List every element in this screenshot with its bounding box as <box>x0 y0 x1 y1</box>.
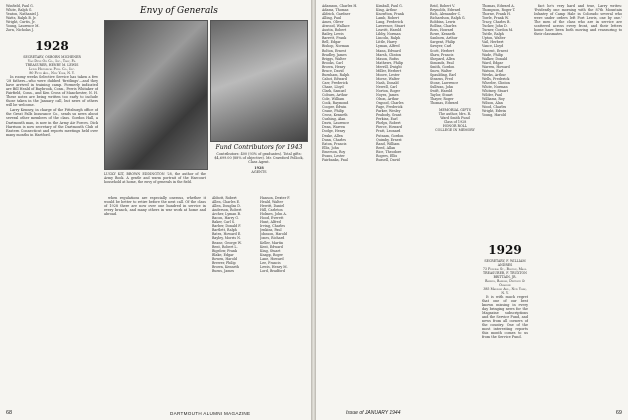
name-line: Holmes, John A. <box>260 212 287 217</box>
name-line: Beane, George W. <box>212 240 242 245</box>
name-line: Hunt, Alfred <box>260 220 281 225</box>
name-line: Quimby, Ernest <box>376 137 402 142</box>
name-line: Yeaton, Nathaniel J. <box>6 12 39 17</box>
name-line: Rand, William <box>376 141 400 146</box>
name-line: Williams, Roy <box>482 97 505 102</box>
name-line: Carr, Frederick <box>322 80 348 85</box>
name-line: Kent, Edward <box>260 244 283 249</box>
name-line: Swift, Harold <box>430 88 453 93</box>
name-line: Taylor, Stuart <box>430 93 453 98</box>
name-line: Vail, Herbert <box>482 40 504 45</box>
name-line: Ellis, John <box>322 145 339 150</box>
memorial-line: HONOR ROLL <box>442 124 468 129</box>
class-notes-1929 <box>482 240 528 396</box>
name-line: Hanson, Dexter F. <box>260 196 291 200</box>
body-paragraph: It is with much regret that one of our best known missing in every day bringing news for the Magazine subscriptions and the Service Fund, and news from all corners of the country. One of the most interesting reports this month comes to us from the Service Fund. <box>482 295 528 340</box>
name-line: Newell, Carl <box>376 84 397 89</box>
name-line: Chase, Lloyd <box>322 84 344 89</box>
name-line: Weeks, Arthur <box>482 72 506 77</box>
name-line: Dean, Warren <box>322 125 346 130</box>
name-line: Atwood, Wallace <box>322 24 350 29</box>
name-line: Drake, Allen <box>322 133 343 138</box>
secretary-line: TREASURER, HENRY M. LEWIS <box>25 63 79 67</box>
name-line: Marsh, Clinton <box>376 52 402 57</box>
name-line: Mason, Rufus <box>376 56 399 61</box>
name-line: Barrett, Frank <box>322 36 347 41</box>
name-line: Jones, Richard <box>260 236 285 241</box>
photo-caption: LUCKY KIT, BROWN EDDINGTON '28, the author of the Army Book. A gentle and warm portrait of the Harcourt household at home, the envy of generals in the field. <box>104 172 206 184</box>
name-line: Stone, Lawrence <box>430 80 459 85</box>
name-line: Bayley, Morris N. <box>212 236 241 241</box>
name-line: Brown, Kenneth <box>212 264 239 269</box>
name-line: Bent, Robert L. <box>212 244 238 249</box>
name-line: Shaw, Francis <box>430 52 454 57</box>
name-line: Pratt, Leonard <box>376 129 401 134</box>
name-line: Watts, Ralph B. Jr. <box>6 16 37 21</box>
name-line: Parker, Wesley <box>376 109 401 114</box>
donor-names-b <box>376 4 428 162</box>
body-column <box>104 196 206 394</box>
name-line: Aldrich, Gardner <box>322 12 351 17</box>
name-line: Vance, Lloyd <box>482 44 504 49</box>
name-line: Tuttle, Ralph <box>482 32 504 37</box>
name-line: Little, Harry <box>376 40 397 45</box>
name-line: Wright, Curtis, Jr. <box>6 20 36 25</box>
name-line: Lewis, Henry M. <box>260 264 288 269</box>
name-line: Hewitt, Daniel <box>260 204 285 209</box>
name-line: Watson, Earl <box>482 68 504 73</box>
name-line: Ward, Edgar <box>482 60 504 65</box>
name-line: Leavitt, Harold <box>376 28 402 33</box>
name-line: Sanborn, Arthur <box>430 36 458 41</box>
name-line: Wells, Frederick <box>482 76 510 81</box>
name-line: Mathews, Philip <box>376 60 403 65</box>
page-number: 68 <box>6 410 13 416</box>
body-paragraph: fact he's very hard and true, Larry writes: 'Evidently one morning with the 87th Mountain Infantry of Camp Hale in Colorado several who were under orders left Fort Lewis, one by one.' The men of the class who are in service are scattered across every front, and their letters home have been both moving and reassuring to their classmates. <box>534 4 622 37</box>
name-line: Phelps, Robert <box>376 121 401 126</box>
name-line: Peabody, Grant <box>376 113 402 118</box>
name-line: Bruce, David <box>322 68 344 73</box>
name-line: Irving, Charles <box>260 224 286 229</box>
name-line: Thomas, Edward A. <box>482 4 515 8</box>
name-line: Anderson, Robert <box>212 208 242 213</box>
name-line: Spaulding, Earl <box>430 72 457 77</box>
name-line: Knapp, Roger <box>260 252 283 257</box>
name-line: Baker, Carl S. <box>212 220 236 225</box>
name-line: Shepard, Allen <box>430 56 455 61</box>
name-line: Morse, Walter <box>376 76 400 81</box>
names-column <box>6 4 44 32</box>
name-line: Wood, Charles <box>482 105 507 110</box>
name-line: Scott, Herbert <box>430 48 455 53</box>
name-line: Wheeler, Clinton <box>482 80 510 85</box>
name-line: Bradley, James <box>322 52 347 57</box>
name-line: Bowen, Harold <box>212 256 237 261</box>
name-line: Richardson, Ralph G. <box>430 16 466 21</box>
name-line: Dodge, Henry <box>322 129 346 134</box>
name-line: Lamb, Robert <box>376 16 399 21</box>
feature-photo <box>210 20 308 142</box>
secretary-line: Barnes, Barron, Dietrich & Osborne <box>485 279 525 287</box>
fund-title: Fund Contributors for 1943 <box>215 144 303 151</box>
name-line: Moore, Lester <box>376 72 400 77</box>
name-line: Warren, Howard <box>482 64 510 69</box>
name-line: Bell, Edgar <box>322 40 341 45</box>
name-line: White, Norman <box>482 84 508 89</box>
name-line: Burnham, Ralph <box>322 72 350 77</box>
name-line: Allen, Charles E. <box>212 200 241 205</box>
name-line: Snow, Walter <box>430 68 452 73</box>
name-line: Merrill, Dwight <box>376 64 402 69</box>
name-line: Davis, Laurence <box>322 121 350 126</box>
name-line: Wright, Edwin <box>482 109 507 114</box>
name-line: Evans, Lester <box>322 153 345 158</box>
name-line: Emerson, Roy <box>322 149 346 154</box>
name-line: Dunn, Charles <box>322 137 346 142</box>
name-line: Jenkins, Paul <box>260 228 282 233</box>
name-line: Perkins, Earl <box>376 117 398 122</box>
name-line: Coburn, Arthur <box>322 93 348 98</box>
name-line: Alling, Paul <box>322 16 342 21</box>
name-line: Hood, Everett <box>260 216 284 221</box>
left-page <box>0 0 311 420</box>
name-line: Robbins, Lewis <box>430 20 456 25</box>
name-line: Burns, James <box>212 268 235 273</box>
name-line: Winfield, Paul G. <box>6 4 34 8</box>
secretary-line: 385 Madison Ave., New York, N. Y. <box>483 287 527 295</box>
running-footer: DARTMOUTH ALUMNI MAGAZINE <box>170 411 251 416</box>
name-line: Noyes, James <box>376 93 399 98</box>
name-line: Clark, Samuel <box>322 88 346 93</box>
name-line: Upton, Walter <box>482 36 506 41</box>
name-line: Pierce, Howard <box>376 125 403 130</box>
secretary-line: 73 Federal St., Boston, Mass. <box>482 267 528 271</box>
name-line: Lang, Frederick <box>376 20 403 25</box>
name-line: Thorne, Frank H. <box>482 12 511 17</box>
name-line: Young, Harold <box>482 113 506 118</box>
name-line: Barber, Donald F. <box>212 224 242 229</box>
secretary-line: SECRETARY, OSBORN MICHENER <box>23 55 81 59</box>
name-line: Rice, Theodore <box>376 149 402 154</box>
name-line: Cabot, Edward <box>322 76 347 81</box>
name-line: Wade, Philip <box>482 52 503 57</box>
name-line: Sargent, Philip <box>430 40 456 45</box>
name-line: Tucker, John D. <box>482 24 508 29</box>
name-line: Cross, Kenneth <box>322 113 348 118</box>
name-line: Bigelow, Frank <box>212 248 238 253</box>
body-paragraph: when regulations are especially onerous, whether it would be better to retire before the next call. Of the class of 1928 there are now over one hundred in service in every branch, and many others in war work at home and abroad. <box>104 196 206 217</box>
name-line: Heald, Walter <box>260 200 284 205</box>
name-line: Lawrence, Stuart <box>376 24 406 29</box>
names-head: 1928 <box>254 166 264 171</box>
name-line: Kimball, Paul G. <box>376 4 403 8</box>
name-line: Russell, David <box>376 157 400 162</box>
name-line: Ross, Howard <box>430 28 454 33</box>
secretary-line: Lewis Historical Publ. Co., Inc. <box>29 67 75 71</box>
name-line: Lee, Francis <box>260 260 281 265</box>
name-line: Cushing, Alan <box>322 117 346 122</box>
name-line: Cole, William <box>322 97 345 102</box>
name-line: Simonds, Paul <box>430 60 454 65</box>
name-line: Stearns, Fred <box>430 76 453 81</box>
name-line: Bartlett, Ralph <box>212 228 237 233</box>
feature-photo <box>104 20 208 170</box>
name-line: Archer, Lyman B. <box>212 212 241 217</box>
body-paragraph: In roomy weeks Selective Service has taken a few '28 fathers—who were dubbed 'firstlings'—and they have arrived in training camp. Formerly indicated are Bill Heald of Baybrook, Conn., Ferris Whitaker of Fairfield, Conn., and Ken Cross of Manchester, N. H. These notes are being written too early to include those taken in the January call, but news of others will be welcome. <box>6 75 98 108</box>
feature-title: Envy of Generals <box>140 6 218 16</box>
secretary-line: SECRETARY, F. WILLIAM ANDRES <box>484 259 526 267</box>
donor-names-d <box>482 4 530 117</box>
class-year: 1929 <box>488 243 522 257</box>
name-line: Lane, Howard <box>260 256 284 261</box>
name-line: Abbott, Robert <box>212 196 237 200</box>
name-line: King, Arthur <box>376 8 397 13</box>
name-line: Brewer, Philip <box>212 260 236 265</box>
name-line: Mann, Edward <box>376 48 401 53</box>
name-line: Page, Frederick <box>376 105 403 110</box>
name-line: Reid, Robert V. <box>430 4 456 8</box>
name-line: Blake, Edgar <box>212 252 234 257</box>
name-line: Knowlton, Frank <box>376 12 404 17</box>
name-line: Bolton, Ernest <box>322 48 347 53</box>
name-line: Vincent, Ernest <box>482 48 508 53</box>
name-line: Bishop, Norman <box>322 44 350 49</box>
name-line: Bailey, Lewis <box>322 32 344 37</box>
secretary-line: Van Dyne Oil Co., Inc., Troy, Pa. <box>27 59 77 63</box>
name-line: Wilder, Paul <box>482 93 503 98</box>
name-line: Thompson, Roger T. <box>482 8 516 13</box>
name-line: Crane, Philip <box>322 109 344 114</box>
secretary-line: 80 Fifth Ave., New York, N. Y. <box>29 71 75 75</box>
name-line: Bacon, Harry G. <box>212 216 239 221</box>
memorial-line: COLLEGE IN MEMORY <box>435 128 475 133</box>
secretary-line: TREASURER, F. TRUXTON BRITTAIN, JR. <box>483 271 527 279</box>
name-line: Whitney, Stuart <box>482 88 509 93</box>
name-line: Osgood, Charles <box>376 101 404 106</box>
name-line: Sawyer, Carl <box>430 44 452 49</box>
page-number: 69 <box>615 410 622 416</box>
name-line: Walker, Donald <box>482 56 508 61</box>
class-notes-1928 <box>6 36 98 394</box>
name-line: Cooper, Edwin <box>322 105 347 110</box>
donor-names-c <box>430 4 480 132</box>
class-year: 1928 <box>35 39 69 53</box>
name-line: Zorn, Nicholas J. <box>6 28 34 33</box>
running-footer: Issue of JANUARY 1944 <box>346 410 401 416</box>
name-line: Adamson, Charles H. <box>322 4 358 8</box>
name-line: Ames, Oliver <box>322 20 344 25</box>
name-line: Young, Laurence M. <box>6 24 40 29</box>
name-line: Rowe, Kenneth <box>430 32 456 37</box>
name-line: Lord, Bradford <box>260 268 285 273</box>
name-line: Reynolds, Edward <box>430 8 461 13</box>
name-line: Austin, Robert <box>322 28 347 33</box>
name-line: Tracy, Charles B. <box>482 20 511 25</box>
right-page <box>316 0 628 420</box>
name-line: King, Stuart <box>260 248 281 253</box>
name-line: White, Ralph G. <box>6 8 33 13</box>
name-line: Reed, Allan <box>376 145 396 150</box>
name-line: Norton, Roger <box>376 88 401 93</box>
name-line: Bates, Howard E. <box>212 232 242 237</box>
name-line: Allen, Douglas D. <box>212 204 241 209</box>
name-line: Cook, Raymond <box>322 101 349 106</box>
name-line: Towle, Frank W. <box>482 16 509 21</box>
name-line: Wilson, Alan <box>482 101 503 106</box>
name-line: Eaton, Francis <box>322 141 347 146</box>
name-line: Brooks, Carl <box>322 60 343 65</box>
name-line: Rollins, Charles <box>430 24 457 29</box>
name-line: Miller, Herbert <box>376 68 402 73</box>
name-line: Fairbanks, Paul <box>322 157 348 162</box>
name-line: Olson, Arthur <box>376 97 399 102</box>
class-notes-continued <box>534 4 622 396</box>
donor-names-a <box>322 4 374 162</box>
name-line: Rich, Alexander C. <box>430 12 462 17</box>
fund-text: Contributors: 400 (93% of graduates). Total gifts: $4,699.00 (88% of objective). Mr. Crawford Pollock, Class Agent. <box>214 152 304 165</box>
names-sub: AGENTS <box>251 170 267 175</box>
name-line: Thomas, Edward <box>430 101 459 106</box>
name-line: Sullivan, John <box>430 84 454 89</box>
name-line: Briggs, Walter <box>322 56 347 61</box>
memorial-line: The author, Mrs. R. <box>438 112 472 117</box>
name-line: Adams, Thomas <box>322 8 349 13</box>
name-line: Keller, Martin <box>260 240 284 245</box>
name-line: Smith, Gordon <box>430 64 455 69</box>
name-line: Nash, Donald <box>376 80 399 85</box>
agent-names-b <box>260 196 306 273</box>
name-line: Johnson, Harold <box>260 232 288 237</box>
name-line: Hill, Carleton <box>260 208 283 213</box>
memorial-line: Ward Smith Fund <box>440 116 470 121</box>
name-line: Thayer, Roger <box>430 97 454 102</box>
name-line: Turner, Gordon M. <box>482 28 514 33</box>
memorial-head: MEMORIAL GIFTS <box>439 108 471 113</box>
name-line: Lincoln, Ralph <box>376 36 401 41</box>
name-line: Rogers, Ellis <box>376 153 398 158</box>
name-line: Libby, Norman <box>376 32 401 37</box>
name-line: Putnam, Gordon <box>376 133 404 138</box>
agent-names-a <box>212 196 257 273</box>
body-paragraph: Larry Kenney, in charge of the Pittsburgh office of the Great Falls Insurance Co., sends us news about several other members of the class. Gordon Hall, a Dartmouth man, is now in the Army Air Forces. Dick Harrison is now secretary of the Dartmouth Club of Eastern Connecticut and reports meetings held over many months in Hartford. <box>6 108 98 137</box>
name-line: Lyman, Alfred <box>376 44 400 49</box>
memorial-line: Class of 1928 <box>443 120 467 125</box>
name-line: Brown, Henry <box>322 64 346 69</box>
